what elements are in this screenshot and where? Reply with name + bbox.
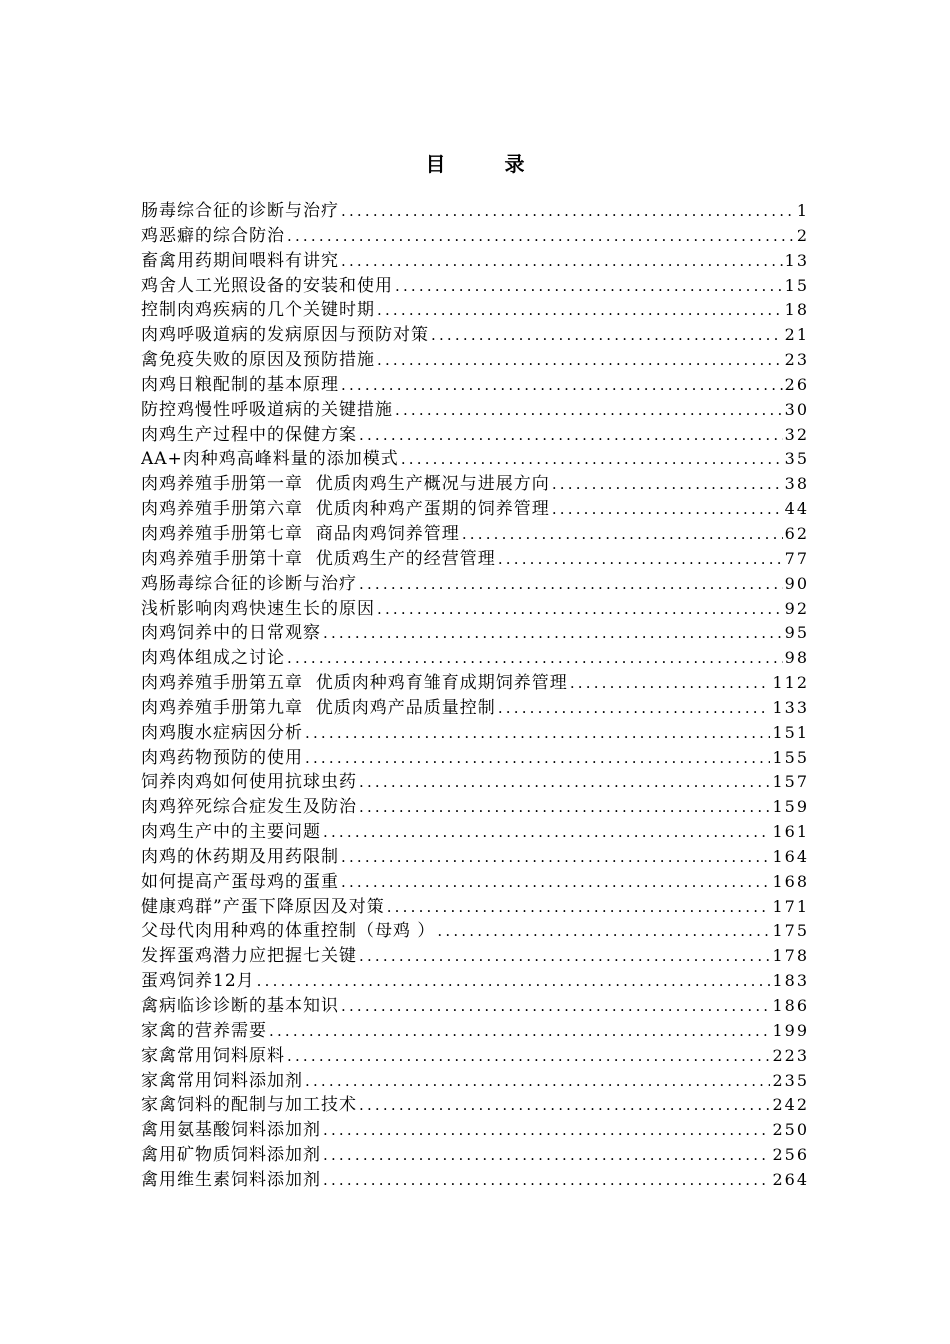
toc-dot-leader bbox=[387, 895, 771, 920]
toc-dot-leader bbox=[323, 1168, 770, 1193]
toc-entry[interactable] bbox=[141, 572, 809, 597]
toc-entry-title: 家禽常用饲料添加剂 bbox=[141, 1070, 303, 1091]
toc-entry-title: 蛋鸡饲养12月 bbox=[141, 971, 255, 992]
toc-entry-title: 肠毒综合征的诊断与治疗 bbox=[141, 201, 339, 221]
toc-entry-page: 21 bbox=[784, 325, 809, 345]
toc-entry-title: 家禽常用饲料原料 bbox=[141, 1045, 285, 1066]
toc-entry-title: 饲养肉鸡如何使用抗球虫药 bbox=[141, 772, 357, 793]
toc-dot-leader bbox=[269, 1019, 770, 1044]
toc-entry-page: 32 bbox=[784, 424, 809, 444]
toc-entry[interactable] bbox=[141, 298, 809, 323]
toc-dot-leader bbox=[323, 621, 783, 646]
toc-entry-page: 1 bbox=[796, 201, 809, 220]
toc-entry[interactable] bbox=[141, 646, 809, 671]
toc-entry-title: 浅析影响肉鸡快速生长的原因 bbox=[141, 598, 375, 619]
toc-dot-leader bbox=[341, 373, 783, 398]
toc-entry[interactable] bbox=[141, 795, 809, 820]
toc-entry[interactable] bbox=[141, 969, 809, 994]
toc-entry-page: 26 bbox=[784, 374, 809, 394]
toc-dot-leader bbox=[395, 398, 783, 423]
toc-dot-leader bbox=[431, 323, 783, 348]
toc-entry[interactable] bbox=[141, 597, 809, 622]
toc-entry-title: 健康鸡群”产蛋下降原因及对策 bbox=[141, 896, 385, 917]
toc-entry[interactable] bbox=[141, 1093, 809, 1118]
toc-entry-title: 肉鸡体组成之讨论 bbox=[141, 648, 285, 669]
toc-entry-title: 禽免疫失败的原因及预防措施 bbox=[141, 350, 375, 371]
toc-entry-title: 肉鸡猝死综合症发生及防治 bbox=[141, 797, 357, 818]
toc-entry-page: 133 bbox=[772, 697, 809, 717]
toc-entry-page: 186 bbox=[772, 996, 809, 1015]
toc-entry-title: 肉鸡养殖手册第七章 商品肉鸡饲养管理 bbox=[141, 523, 460, 544]
toc-entry[interactable] bbox=[141, 249, 809, 274]
toc-entry-page: 44 bbox=[784, 499, 809, 519]
toc-entry[interactable] bbox=[141, 919, 809, 944]
toc-entry[interactable] bbox=[141, 1019, 809, 1044]
toc-dot-leader bbox=[305, 721, 770, 746]
toc-entry-title: 肉鸡生产中的主要问题 bbox=[141, 822, 321, 843]
toc-entry[interactable] bbox=[141, 522, 809, 547]
toc-dot-leader bbox=[377, 348, 783, 373]
toc-dot-leader bbox=[359, 1093, 770, 1118]
toc-entry-page: 77 bbox=[784, 548, 809, 568]
toc-entry-title: AA+肉种鸡高峰料量的添加模式 bbox=[141, 449, 399, 470]
toc-entry-page: 250 bbox=[772, 1120, 809, 1140]
toc-dot-leader bbox=[305, 1069, 770, 1094]
toc-entry-title: 禽用矿物质饲料添加剂 bbox=[141, 1145, 321, 1166]
toc-entry-page: 164 bbox=[772, 846, 809, 866]
toc-entry[interactable] bbox=[141, 621, 809, 646]
toc-entry-page: 13 bbox=[784, 250, 809, 270]
toc-entry[interactable] bbox=[141, 472, 809, 497]
toc-entry-page: 178 bbox=[772, 946, 809, 966]
toc-entry[interactable] bbox=[141, 547, 809, 572]
toc-dot-leader bbox=[359, 572, 783, 597]
toc-dot-leader bbox=[341, 994, 770, 1019]
toc-dot-leader bbox=[359, 944, 770, 969]
toc-entry[interactable] bbox=[141, 423, 809, 448]
toc-entry-title: 肉鸡药物预防的使用 bbox=[141, 747, 303, 768]
toc-entry-title: 肉鸡饲养中的日常观察 bbox=[141, 623, 321, 644]
toc-entry-page: 159 bbox=[772, 797, 809, 817]
toc-entry-title: 肉鸡养殖手册第十章 优质鸡生产的经营管理 bbox=[141, 548, 496, 569]
toc-entry[interactable] bbox=[141, 398, 809, 423]
toc-dot-leader bbox=[359, 423, 783, 448]
toc-entry[interactable] bbox=[141, 870, 809, 895]
toc-entry-title: 父母代肉用种鸡的体重控制（母鸡 ） bbox=[141, 921, 436, 942]
toc-dot-leader bbox=[341, 870, 770, 895]
toc-dot-leader bbox=[462, 522, 783, 547]
toc-dot-leader bbox=[377, 298, 783, 323]
toc-entry-page: 264 bbox=[772, 1169, 809, 1189]
toc-entry-title: 防控鸡慢性呼吸道病的关键措施 bbox=[141, 399, 393, 420]
toc-entry-title: 肉鸡腹水症病因分析 bbox=[141, 722, 303, 743]
toc-dot-leader bbox=[552, 472, 783, 497]
toc-entry[interactable] bbox=[141, 696, 809, 721]
toc-entry-title: 肉鸡的休药期及用药限制 bbox=[141, 846, 339, 867]
toc-dot-leader bbox=[570, 671, 771, 696]
toc-entry-page: 98 bbox=[784, 648, 809, 668]
toc-entry[interactable] bbox=[141, 199, 809, 224]
toc-entry-page: 235 bbox=[772, 1070, 809, 1090]
toc-entry-title: 家禽饲料的配制与加工技术 bbox=[141, 1095, 357, 1116]
toc-entry[interactable] bbox=[141, 671, 809, 696]
toc-entry[interactable] bbox=[141, 820, 809, 845]
toc-dot-leader bbox=[257, 969, 771, 994]
toc-entry[interactable] bbox=[141, 224, 809, 249]
toc-entry[interactable] bbox=[141, 447, 809, 472]
toc-entry[interactable] bbox=[141, 721, 809, 746]
toc-entry-page: 161 bbox=[772, 822, 809, 842]
toc-entry-title: 控制肉鸡疾病的几个关键时期 bbox=[141, 300, 375, 321]
toc-entry-page: 112 bbox=[772, 673, 809, 693]
toc-entry[interactable] bbox=[141, 373, 809, 398]
toc-entry-title: 发挥蛋鸡潜力应把握七关键 bbox=[141, 946, 357, 967]
toc-dot-leader bbox=[498, 696, 771, 721]
toc-dot-leader bbox=[341, 199, 795, 224]
toc-entry-page: 38 bbox=[784, 474, 809, 494]
toc-entry-page: 183 bbox=[772, 971, 809, 991]
toc-entry-page: 171 bbox=[772, 896, 809, 916]
toc-entry-title: 肉鸡呼吸道病的发病原因与预防对策 bbox=[141, 325, 429, 346]
toc-dot-leader bbox=[341, 845, 770, 870]
toc-entry-title: 肉鸡养殖手册第六章 优质肉种鸡产蛋期的饲养管理 bbox=[141, 499, 550, 520]
toc-entry-title: 鸡舍人工光照设备的安装和使用 bbox=[141, 275, 393, 296]
toc-entry[interactable] bbox=[141, 895, 809, 920]
toc-entry[interactable] bbox=[141, 1069, 809, 1094]
toc-entry[interactable] bbox=[141, 1044, 809, 1069]
toc-entry[interactable] bbox=[141, 746, 809, 771]
toc-entry-page: 95 bbox=[784, 623, 809, 643]
toc-entry-page: 223 bbox=[772, 1045, 809, 1065]
toc-entry[interactable] bbox=[141, 348, 809, 373]
toc-entry-page: 92 bbox=[784, 598, 809, 618]
toc-dot-leader bbox=[323, 820, 770, 845]
toc-dot-leader bbox=[395, 274, 783, 299]
toc-entry-page: 242 bbox=[772, 1095, 809, 1115]
toc-entry-page: 30 bbox=[784, 399, 809, 419]
toc-entry-title: 畜禽用药期间喂料有讲究 bbox=[141, 250, 339, 271]
toc-dot-leader bbox=[437, 919, 770, 944]
toc-dot-leader bbox=[377, 597, 783, 622]
toc-entry-title: 肉鸡养殖手册第五章 优质肉种鸡育雏育成期饲养管理 bbox=[141, 673, 568, 694]
page-title: 目 录 bbox=[425, 152, 551, 176]
toc-entry[interactable] bbox=[141, 274, 809, 299]
toc-dot-leader bbox=[323, 1143, 770, 1168]
toc-dot-leader bbox=[359, 770, 770, 795]
toc-dot-leader bbox=[498, 547, 783, 572]
toc-entry-title: 禽病临诊诊断的基本知识 bbox=[141, 996, 339, 1016]
toc-entry-page: 157 bbox=[772, 772, 809, 792]
toc-entry-page: 151 bbox=[772, 722, 809, 742]
toc-entry-title: 肉鸡养殖手册第九章 优质肉鸡产品质量控制 bbox=[141, 697, 496, 718]
toc-entry-title: 如何提高产蛋母鸡的蛋重 bbox=[141, 871, 339, 892]
toc-entry[interactable] bbox=[141, 1143, 809, 1168]
toc-entry-title: 鸡肠毒综合征的诊断与治疗 bbox=[141, 573, 357, 594]
toc-dot-leader bbox=[552, 497, 783, 522]
toc-entry-page: 2 bbox=[796, 225, 809, 245]
toc-entry[interactable] bbox=[141, 1168, 809, 1193]
toc-entry[interactable] bbox=[141, 845, 809, 870]
toc-entry-page: 90 bbox=[784, 573, 809, 593]
toc-entry-page: 23 bbox=[784, 350, 809, 370]
toc-entry[interactable] bbox=[141, 497, 809, 522]
toc-entry-page: 62 bbox=[784, 523, 809, 543]
toc-entry[interactable] bbox=[141, 770, 809, 795]
toc-dot-leader bbox=[287, 646, 783, 671]
toc-entry-page: 168 bbox=[772, 871, 809, 891]
toc-dot-leader bbox=[401, 447, 783, 472]
toc-entry-page: 256 bbox=[772, 1145, 809, 1165]
toc-entry-title: 鸡恶癖的综合防治 bbox=[141, 225, 285, 246]
toc-entry-title: 肉鸡养殖手册第一章 优质肉鸡生产概况与进展方向 bbox=[141, 474, 550, 495]
toc-entry-page: 199 bbox=[772, 1020, 809, 1040]
toc-entry[interactable] bbox=[141, 323, 809, 348]
toc-entry-title: 家禽的营养需要 bbox=[141, 1020, 267, 1041]
toc-entry-page: 155 bbox=[772, 747, 809, 767]
toc-entry-page: 18 bbox=[784, 300, 809, 320]
toc-dot-leader bbox=[287, 224, 795, 249]
toc-entry-title: 肉鸡生产过程中的保健方案 bbox=[141, 424, 357, 445]
toc-entry-page: 175 bbox=[772, 921, 809, 941]
toc-dot-leader bbox=[341, 249, 783, 274]
toc-dot-leader bbox=[305, 746, 770, 771]
toc-dot-leader bbox=[359, 795, 770, 820]
toc-entry-title: 肉鸡日粮配制的基本原理 bbox=[141, 374, 339, 395]
toc-entry[interactable] bbox=[141, 994, 809, 1019]
toc-entry-title: 禽用维生素饲料添加剂 bbox=[141, 1169, 321, 1190]
toc-entry-page: 15 bbox=[784, 275, 809, 295]
toc-entry-page: 35 bbox=[784, 449, 809, 469]
toc-entry[interactable] bbox=[141, 1118, 809, 1143]
toc-entry-title: 禽用氨基酸饲料添加剂 bbox=[141, 1120, 321, 1141]
toc-entry[interactable] bbox=[141, 944, 809, 969]
toc-dot-leader bbox=[287, 1044, 770, 1069]
table-of-contents bbox=[141, 199, 809, 1193]
toc-dot-leader bbox=[323, 1118, 770, 1143]
